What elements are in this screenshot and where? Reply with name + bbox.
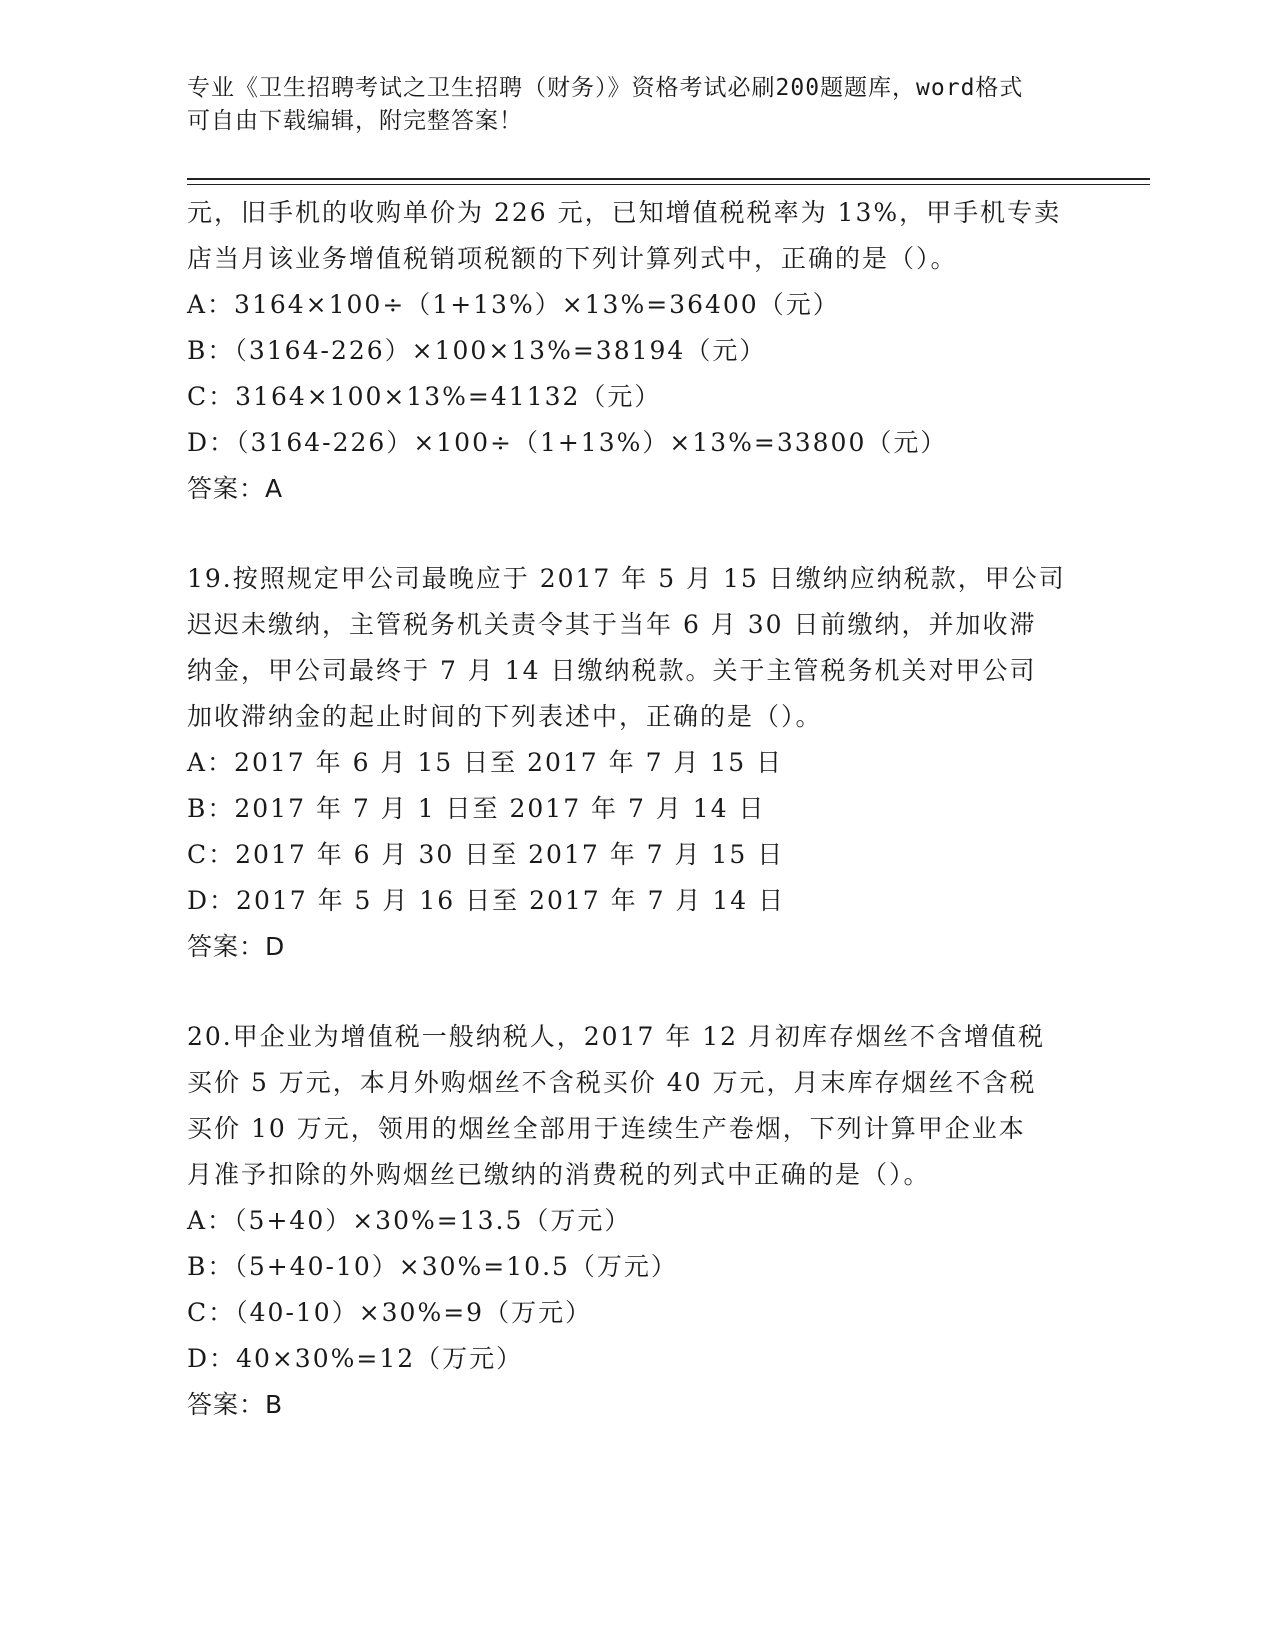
question-stem-line: 19.按照规定甲公司最晚应于 2017 年 5 月 15 日缴纳应纳税款，甲公司 [187, 564, 1066, 593]
question-20 [187, 1014, 1087, 1428]
question-stem-line: 加收滞纳金的起止时间的下列表述中，正确的是（）。 [187, 702, 823, 731]
option-a: A：3164×100÷（1+13%）×13%=36400（元） [187, 290, 840, 319]
question-stem-line: 20.甲企业为增值税一般纳税人，2017 年 12 月初库存烟丝不含增值税 [187, 1022, 1046, 1051]
answer-line: 答案：D [187, 932, 286, 961]
question-spacer [187, 512, 1087, 556]
question-stem-line: 店当月该业务增值税销项税额的下列计算列式中，正确的是（）。 [187, 244, 958, 273]
header-line-2: 可自由下载编辑，附完整答案！ [187, 108, 523, 134]
option-c: C：（40-10）×30%=9（万元） [187, 1298, 593, 1327]
question-stem-line: 纳金，甲公司最终于 7 月 14 日缴纳税款。关于主管税务机关对甲公司 [187, 656, 1037, 685]
question-spacer [187, 970, 1087, 1014]
option-d: D：40×30%=12（万元） [187, 1344, 524, 1373]
header-divider-thin [187, 184, 1150, 185]
option-c: C：3164×100×13%=41132（元） [187, 382, 662, 411]
question-stem-line: 买价 10 万元，领用的烟丝全部用于连续生产卷烟，下列计算甲企业本 [187, 1114, 1026, 1143]
option-b: B：（5+40-10）×30%=10.5（万元） [187, 1252, 678, 1281]
answer-line: 答案：A [187, 474, 284, 503]
option-d: D：（3164-226）×100÷（1+13%）×13%=33800（元） [187, 428, 948, 457]
question-stem-line: 月准予扣除的外购烟丝已缴纳的消费税的列式中正确的是（）。 [187, 1160, 931, 1189]
question-stem-line: 买价 5 万元，本月外购烟丝不含税买价 40 万元，月末库存烟丝不含税 [187, 1068, 1037, 1097]
option-a: A：2017 年 6 月 15 日至 2017 年 7 月 15 日 [187, 748, 784, 777]
question-19 [187, 556, 1087, 970]
option-c: C：2017 年 6 月 30 日至 2017 年 7 月 15 日 [187, 840, 785, 869]
header-divider-thick [187, 178, 1150, 180]
option-d: D：2017 年 5 月 16 日至 2017 年 7 月 14 日 [187, 886, 786, 915]
question-list [187, 190, 1087, 1428]
option-b: B：（3164-226）×100×13%=38194（元） [187, 336, 767, 365]
option-b: B：2017 年 7 月 1 日至 2017 年 7 月 14 日 [187, 794, 766, 823]
question-18 [187, 190, 1087, 512]
header-line-1: 专业《卫生招聘考试之卫生招聘（财务）》资格考试必刷200题题库，word格式 [187, 75, 1024, 101]
question-stem-line: 迟迟未缴纳，主管税务机关责令其于当年 6 月 30 日前缴纳，并加收滞 [187, 610, 1037, 639]
question-stem-line: 元，旧手机的收购单价为 226 元，已知增值税税率为 13%，甲手机专卖 [187, 198, 1062, 227]
answer-line: 答案：B [187, 1390, 284, 1419]
option-a: A：（5+40）×30%=13.5（万元） [187, 1206, 632, 1235]
document-header [187, 72, 1087, 138]
